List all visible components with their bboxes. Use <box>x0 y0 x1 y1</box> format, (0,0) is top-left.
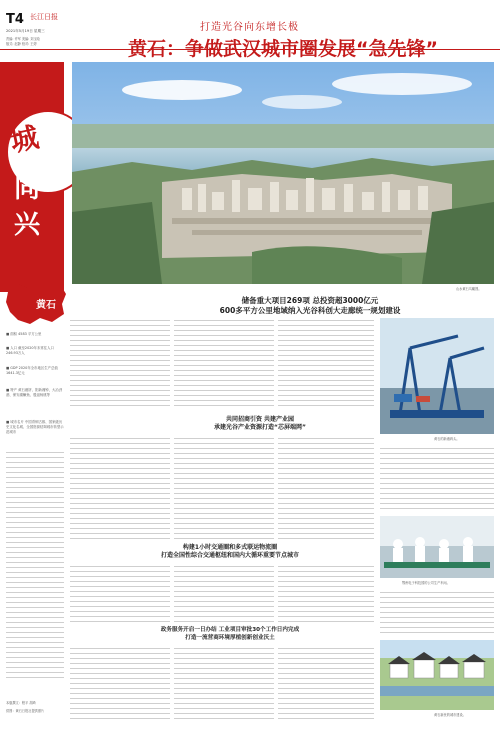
main-aerial-photo <box>72 62 494 284</box>
body-column-8 <box>70 564 170 624</box>
fact-city-card: ■ 城市名片 中国青铜古都、国家级历史文化名城、全国资源枯竭城市转型示范城市 <box>6 420 64 434</box>
factory-photo <box>380 516 494 578</box>
paper-name: 长江日报 <box>30 13 58 21</box>
aerial-city-image <box>72 62 494 284</box>
body-column-14 <box>380 590 494 636</box>
body-column-9 <box>174 564 274 624</box>
port-photo <box>380 318 494 434</box>
fact-gdp: ■ GDP 2020年全市地区生产总值1641.3亿元 <box>6 366 58 375</box>
body-column-6 <box>278 436 374 540</box>
factory-workshop-image <box>380 516 494 578</box>
article-headline: 黄石：争做武汉城市圈发展“急先锋” <box>128 38 438 60</box>
town-photo-caption: 黄石新民的城市建设。 <box>434 713 466 717</box>
footer-byline: 本版撰文：程平 胡琦 <box>6 701 36 705</box>
section-2-line-1: 共同招商引资 共建产业园 <box>225 416 295 423</box>
body-column-5 <box>174 436 274 540</box>
sidebar-text-block <box>6 450 64 678</box>
body-column-4 <box>70 436 170 540</box>
body-column-1 <box>70 318 170 408</box>
section-4-heading <box>110 626 350 642</box>
section-2-heading <box>160 416 360 432</box>
section-4-line-1: 政务服务开启一日办结 工业项目审批30个工作日内完成 <box>160 627 300 633</box>
town-village-image <box>380 640 494 710</box>
town-photo <box>380 640 494 710</box>
section-4-line-2: 打造一流营商环境厚植创新创业沃土 <box>185 635 275 641</box>
section-3-heading <box>110 544 350 560</box>
main-photo-caption: 山水黄石鸟瞰图。 <box>456 287 482 291</box>
publication-date: 2021年5月19日 星期三 <box>6 29 45 33</box>
port-photo-caption: 黄石的新港码头。 <box>434 437 460 441</box>
page-number: T4 <box>6 12 24 27</box>
body-column-7 <box>380 446 494 512</box>
footer-photo-credit: 供图：黄石日报社提供照片 <box>6 709 45 713</box>
seal-character-2: 同 <box>14 174 41 204</box>
subhead <box>160 296 460 316</box>
city-name: 黄石 <box>36 300 56 311</box>
section-2-line-2: 承建光谷产业资源打造“芯屏端网” <box>214 424 306 431</box>
article-kicker: 打造光谷向东增长极 <box>200 22 299 33</box>
body-column-10 <box>278 564 374 624</box>
subhead-line-2: 600多平方公里地域纳入光谷科创大走廊统一规划建设 <box>219 306 401 315</box>
port-crane-image <box>380 318 494 434</box>
body-column-2 <box>174 318 274 408</box>
body-column-11 <box>70 646 170 722</box>
fact-specialties: ■ 特产 黄石港饼、阳新湘钟、大冶劲酒、保安湖鳜鱼、殷祖杨桃等 <box>6 388 63 397</box>
fact-area: ■ 面积 4583 平方公里 <box>6 332 42 336</box>
staff-credit-1: 责编: 许军 美编: 刘玉晗 <box>6 37 40 41</box>
staff-credit-2: 版式: 赵静 校对: 王婷 <box>6 42 37 46</box>
seal-character-1: 城 <box>7 120 42 159</box>
body-column-12 <box>174 646 274 722</box>
section-3-line-2: 打造全国性综合交通枢纽和国内大循环重要节点城市 <box>160 552 299 559</box>
subhead-line-1: 储备重大项目269项 总投资超3000亿元 <box>241 296 379 305</box>
seal-character-3: 兴 <box>14 210 41 240</box>
body-column-13 <box>278 646 374 722</box>
body-column-3 <box>278 318 374 408</box>
section-3-line-1: 构建1小时交通圈和多式联运物流圈 <box>182 544 278 551</box>
fact-population: ■ 人口 截至2020年末常住人口246.93万人 <box>6 346 54 355</box>
factory-photo-caption: 鄂州电子科技园的公司生产车间。 <box>402 581 450 585</box>
